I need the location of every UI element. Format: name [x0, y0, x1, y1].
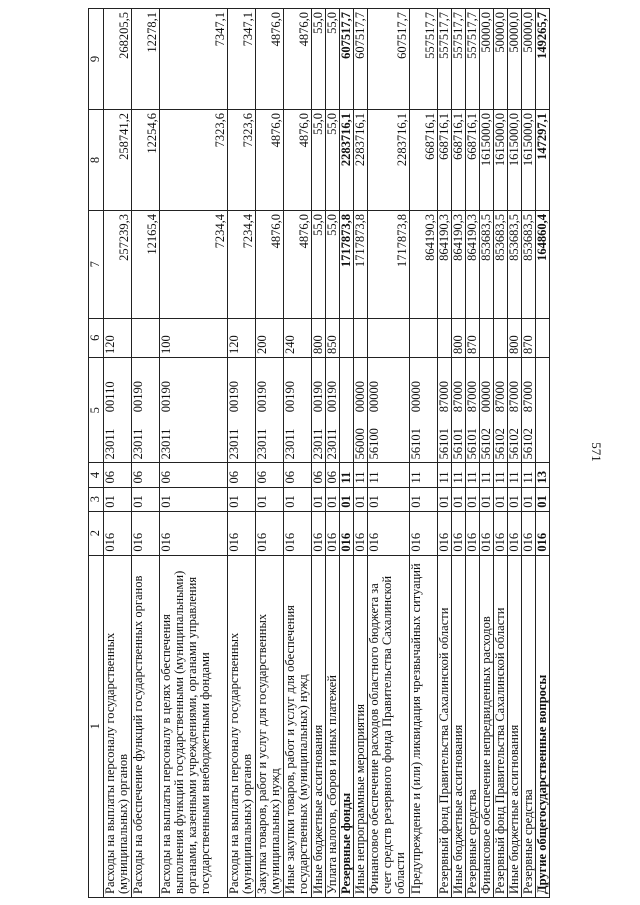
target-article-code [160, 358, 228, 463]
amount-2021: 4876,0 [256, 9, 284, 110]
amount-2019: 853683,5 [494, 211, 508, 319]
amount-2020: 55,0 [312, 110, 326, 211]
table-row [536, 9, 550, 898]
expense-type-code [438, 318, 452, 358]
subsection-code: 06 [160, 463, 228, 487]
expense-type-code [368, 318, 410, 358]
table-row [438, 9, 452, 898]
row-name: Уплата налогов, сборов и иных платежей [326, 555, 340, 897]
target-article-part2: 00190 [227, 380, 241, 413]
target-article-part2: 87000 [465, 380, 479, 413]
amount-2020: 668716,1 [410, 110, 438, 211]
amount-2021: 55,0 [326, 9, 340, 110]
target-article-part1: 56101 [465, 428, 479, 460]
row-name: Иные бюджетные ассигнования [452, 555, 466, 897]
amount-2019: 55,0 [326, 211, 340, 319]
table-row [452, 9, 466, 898]
target-article-part1: 23011 [227, 428, 241, 460]
section-code: 01 [368, 487, 410, 511]
expense-type-code [410, 318, 438, 358]
section-code: 01 [228, 487, 256, 511]
target-article-code [312, 358, 326, 463]
row-name: Резервные фонды [340, 555, 354, 897]
amount-2020: 147297,1 [536, 110, 550, 211]
table-row [312, 9, 326, 898]
subsection-code: 11 [452, 463, 466, 487]
target-article-part2: 00000 [353, 380, 367, 413]
ved-code: 016 [340, 511, 354, 555]
row-name: Резервные средства [522, 555, 536, 897]
amount-2020: 7323,6 [160, 110, 228, 211]
amount-2020: 2283716,1 [340, 110, 354, 211]
target-article-code [326, 358, 340, 463]
table-row [508, 9, 522, 898]
row-name: Резервный фонд Правительства Сахалинской области [438, 555, 452, 897]
amount-2019: 4876,0 [284, 211, 312, 319]
subsection-code: 06 [284, 463, 312, 487]
subsection-code: 11 [368, 463, 410, 487]
expense-type-code: 200 [256, 318, 284, 358]
amount-2019: 853683,5 [508, 211, 522, 319]
amount-2020: 668716,1 [452, 110, 466, 211]
section-code: 01 [354, 487, 368, 511]
row-name: Расходы на выплаты персоналу в целях обеспечения выполнения функций государственными (муниципальными) органами, казенными учреждениями, органами управления государственными внебюджетными фондами [160, 555, 228, 897]
target-article-code [354, 358, 368, 463]
ved-code: 016 [256, 511, 284, 555]
table-row [104, 9, 132, 898]
amount-2019: 1717873,8 [354, 211, 368, 319]
amount-2021: 50000,0 [522, 9, 536, 110]
target-article-part1: 23011 [131, 428, 145, 460]
row-name: Иные закупки товаров, работ и услуг для обеспечения государственных (муниципальных) нужд [284, 555, 312, 897]
section-code: 01 [536, 487, 550, 511]
target-article-part1: 56101 [437, 428, 451, 460]
target-article-part2: 00000 [479, 380, 493, 413]
target-article-code [104, 358, 132, 463]
amount-2020: 2283716,1 [354, 110, 368, 211]
table-row [466, 9, 480, 898]
amount-2019: 4876,0 [256, 211, 284, 319]
target-article-code [410, 358, 438, 463]
table-row [284, 9, 312, 898]
subsection-code: 06 [312, 463, 326, 487]
subsection-code: 11 [354, 463, 368, 487]
target-article-part1: 23011 [255, 428, 269, 460]
section-code: 01 [132, 487, 160, 511]
expense-type-code: 120 [228, 318, 256, 358]
target-article-part1: 56102 [493, 428, 507, 460]
ved-code: 016 [284, 511, 312, 555]
target-article-part1: 23011 [325, 428, 339, 460]
target-article-code [466, 358, 480, 463]
amount-2020: 1615000,0 [480, 110, 494, 211]
target-article-code [480, 358, 494, 463]
amount-2021: 4876,0 [284, 9, 312, 110]
subsection-code: 06 [326, 463, 340, 487]
table-row [326, 9, 340, 898]
expense-type-code: 870 [522, 318, 536, 358]
section-code: 01 [160, 487, 228, 511]
amount-2021: 7347,1 [228, 9, 256, 110]
subsection-code: 06 [228, 463, 256, 487]
amount-2019: 864190,3 [410, 211, 438, 319]
subsection-code: 11 [508, 463, 522, 487]
amount-2020: 1615000,0 [522, 110, 536, 211]
row-name: Иные непрограммные мероприятия [354, 555, 368, 897]
amount-2020: 12254,6 [132, 110, 160, 211]
section-code: 01 [480, 487, 494, 511]
subsection-code: 06 [256, 463, 284, 487]
target-article-part2: 00190 [131, 380, 145, 413]
table-row [522, 9, 536, 898]
target-article-code [228, 358, 256, 463]
header-cell: 3 [89, 487, 104, 511]
amount-2021: 557517,7 [438, 9, 452, 110]
target-article-code [340, 358, 354, 463]
expense-type-code [132, 318, 160, 358]
target-article-part2: 00190 [159, 380, 173, 413]
amount-2021: 268205,5 [104, 9, 132, 110]
target-article-part1: 56102 [507, 428, 521, 460]
target-article-part2: 00110 [103, 381, 117, 413]
expense-type-code: 850 [326, 318, 340, 358]
section-code: 01 [452, 487, 466, 511]
budget-table [88, 8, 550, 898]
row-name: Иные бюджетные ассигнования [508, 555, 522, 897]
ved-code: 016 [326, 511, 340, 555]
target-article-code [368, 358, 410, 463]
target-article-part1: 23011 [159, 428, 173, 460]
row-name: Расходы на выплаты персоналу государственных (муниципальных) органов [104, 555, 132, 897]
ved-code: 016 [312, 511, 326, 555]
subsection-code: 13 [536, 463, 550, 487]
ved-code: 016 [410, 511, 438, 555]
expense-type-code [536, 318, 550, 358]
amount-2019: 853683,5 [480, 211, 494, 319]
amount-2021: 50000,0 [480, 9, 494, 110]
amount-2020: 2283716,1 [368, 110, 410, 211]
target-article-code [508, 358, 522, 463]
section-code: 01 [284, 487, 312, 511]
row-name: Резервный фонд Правительства Сахалинской области [494, 555, 508, 897]
target-article-part1: 23011 [283, 428, 297, 460]
target-article-part2: 00190 [283, 380, 297, 413]
subsection-code: 11 [480, 463, 494, 487]
subsection-code: 11 [466, 463, 480, 487]
expense-type-code: 800 [312, 318, 326, 358]
header-cell: 4 [89, 463, 104, 487]
expense-type-code: 800 [508, 318, 522, 358]
amount-2020: 1615000,0 [494, 110, 508, 211]
target-article-part1: 56101 [451, 428, 465, 460]
section-code: 01 [438, 487, 452, 511]
table-row [256, 9, 284, 898]
target-article-part1: 56000 [353, 428, 367, 460]
header-cell: 2 [89, 511, 104, 555]
subsection-code: 11 [340, 463, 354, 487]
ved-code: 016 [536, 511, 550, 555]
header-cell: 7 [89, 211, 104, 319]
section-code: 01 [326, 487, 340, 511]
target-article-code [536, 358, 550, 463]
expense-type-code: 800 [452, 318, 466, 358]
amount-2021: 607517,7 [368, 9, 410, 110]
target-article-part1: 23011 [311, 428, 325, 460]
row-name: Закупка товаров, работ и услуг для государственных (муниципальных) нужд [256, 555, 284, 897]
section-code: 01 [340, 487, 354, 511]
expense-type-code: 120 [104, 318, 132, 358]
section-code: 01 [104, 487, 132, 511]
amount-2019: 1717873,8 [368, 211, 410, 319]
amount-2019: 1717873,8 [340, 211, 354, 319]
amount-2019: 7234,4 [160, 211, 228, 319]
expense-type-code: 870 [466, 318, 480, 358]
row-name: Финансовое обеспечение расходов областного бюджета за счет средств резервного фонда Правительства Сахалинской области [368, 555, 410, 897]
header-cell: 5 [89, 358, 104, 463]
section-code: 01 [466, 487, 480, 511]
target-article-code [132, 358, 160, 463]
row-name: Резервные средства [466, 555, 480, 897]
section-code: 01 [522, 487, 536, 511]
amount-2021: 12278,1 [132, 9, 160, 110]
target-article-code [522, 358, 536, 463]
target-article-part2: 00000 [367, 380, 381, 413]
amount-2020: 1615000,0 [508, 110, 522, 211]
amount-2019: 257239,3 [104, 211, 132, 319]
target-article-part1: 23011 [103, 428, 117, 460]
table-row [228, 9, 256, 898]
amount-2019: 164860,4 [536, 211, 550, 319]
target-article-part1: 56102 [521, 428, 535, 460]
ved-code: 016 [522, 511, 536, 555]
amount-2021: 607517,7 [340, 9, 354, 110]
row-name: Другие общегосударственные вопросы [536, 555, 550, 897]
amount-2019: 7234,4 [228, 211, 256, 319]
amount-2020: 668716,1 [466, 110, 480, 211]
amount-2020: 4876,0 [256, 110, 284, 211]
table-row [132, 9, 160, 898]
target-article-part2: 87000 [493, 380, 507, 413]
subsection-code: 11 [410, 463, 438, 487]
amount-2019: 12165,4 [132, 211, 160, 319]
target-article-part1: 56100 [367, 428, 381, 460]
ved-code: 016 [132, 511, 160, 555]
amount-2019: 853683,5 [522, 211, 536, 319]
target-article-part2: 87000 [437, 380, 451, 413]
table-body [104, 9, 550, 898]
amount-2019: 864190,3 [452, 211, 466, 319]
ved-code: 016 [368, 511, 410, 555]
expense-type-code: 100 [160, 318, 228, 358]
target-article-code [256, 358, 284, 463]
amount-2021: 50000,0 [494, 9, 508, 110]
rotated-table-container [88, 8, 568, 898]
amount-2021: 557517,7 [452, 9, 466, 110]
ved-code: 016 [452, 511, 466, 555]
expense-type-code [354, 318, 368, 358]
section-code: 01 [494, 487, 508, 511]
amount-2020: 258741,2 [104, 110, 132, 211]
amount-2019: 864190,3 [438, 211, 452, 319]
amount-2021: 557517,7 [466, 9, 480, 110]
target-article-part1: 56101 [409, 428, 423, 460]
header-row [89, 9, 104, 898]
subsection-code: 06 [132, 463, 160, 487]
page-number: 571 [589, 442, 604, 462]
ved-code: 016 [494, 511, 508, 555]
amount-2020: 55,0 [326, 110, 340, 211]
amount-2021: 55,0 [312, 9, 326, 110]
subsection-code: 11 [438, 463, 452, 487]
amount-2021: 557517,7 [410, 9, 438, 110]
ved-code: 016 [466, 511, 480, 555]
amount-2020: 668716,1 [438, 110, 452, 211]
target-article-part2: 87000 [451, 380, 465, 413]
target-article-part2: 00190 [325, 380, 339, 413]
target-article-part2: 87000 [507, 380, 521, 413]
header-cell: 6 [89, 318, 104, 358]
ved-code: 016 [228, 511, 256, 555]
table-row [480, 9, 494, 898]
target-article-part2: 87000 [521, 380, 535, 413]
amount-2021: 50000,0 [508, 9, 522, 110]
header-cell: 1 [89, 555, 104, 897]
row-name: Расходы на выплаты персоналу государственных (муниципальных) органов [228, 555, 256, 897]
table-row [340, 9, 354, 898]
amount-2021: 607517,7 [354, 9, 368, 110]
subsection-code: 11 [494, 463, 508, 487]
section-code: 01 [312, 487, 326, 511]
expense-type-code [340, 318, 354, 358]
amount-2019: 55,0 [312, 211, 326, 319]
table-row [410, 9, 438, 898]
ved-code: 016 [480, 511, 494, 555]
row-name: Иные бюджетные ассигнования [312, 555, 326, 897]
row-name: Расходы на обеспечение функций государственных органов [132, 555, 160, 897]
target-article-code [438, 358, 452, 463]
expense-type-code: 240 [284, 318, 312, 358]
table-row [160, 9, 228, 898]
target-article-part1: 56102 [479, 428, 493, 460]
amount-2021: 7347,1 [160, 9, 228, 110]
expense-type-code [494, 318, 508, 358]
section-code: 01 [508, 487, 522, 511]
ved-code: 016 [160, 511, 228, 555]
row-name: Финансовое обеспечение непредвиденных расходов [480, 555, 494, 897]
amount-2020: 4876,0 [284, 110, 312, 211]
amount-2019: 864190,3 [466, 211, 480, 319]
target-article-code [494, 358, 508, 463]
header-cell: 9 [89, 9, 104, 110]
target-article-part2: 00190 [255, 380, 269, 413]
subsection-code: 06 [104, 463, 132, 487]
amount-2021: 149265,7 [536, 9, 550, 110]
target-article-code [284, 358, 312, 463]
header-cell: 8 [89, 110, 104, 211]
ved-code: 016 [438, 511, 452, 555]
expense-type-code [480, 318, 494, 358]
row-name: Предупреждение и (или) ликвидация чрезвычайных ситуаций [410, 555, 438, 897]
subsection-code: 11 [522, 463, 536, 487]
ved-code: 016 [354, 511, 368, 555]
section-code: 01 [256, 487, 284, 511]
ved-code: 016 [104, 511, 132, 555]
amount-2020: 7323,6 [228, 110, 256, 211]
table-row [354, 9, 368, 898]
table-row [368, 9, 410, 898]
table-row [494, 9, 508, 898]
target-article-part2: 00000 [409, 380, 423, 413]
section-code: 01 [410, 487, 438, 511]
target-article-part2: 00190 [311, 380, 325, 413]
target-article-code [452, 358, 466, 463]
ved-code: 016 [508, 511, 522, 555]
